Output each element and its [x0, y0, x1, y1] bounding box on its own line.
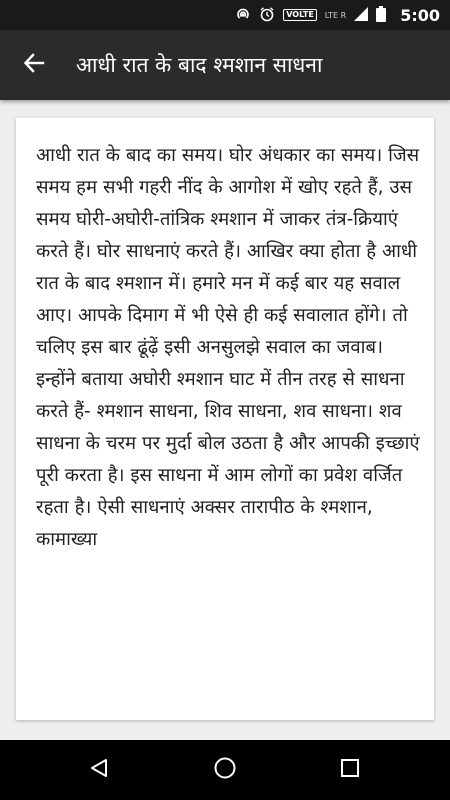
home-circle-icon: [213, 756, 237, 784]
lte-label: LTE R: [324, 10, 347, 20]
recents-square-icon: [340, 758, 360, 782]
article-body: आधी रात के बाद का समय। घोर अंधकार का समय। जिस समय हम सभी गहरी नींद के आगोश में खोए रहते हैं, उस समय घोरी-अघोरी-तांत्रिक श्मशान में जाकर तंत्र-क्रियाएं करते हैं। घोर साधनाएं करते हैं। आखिर क्या होता है आधी रात के बाद श्मशान में। हमारे मन में कई बार यह सवाल आए। आपके दिमाग में भी ऐसे ही कई सवालात होंगे। तो चलिए इस बार ढूंढ़ें इसी अनसुलझे सवाल का जवाब।इन्होंने बताया अघोरी श्मशान घाट में तीन तरह से साधना करते हैं- श्मशान साधना, शिव साधना, शव साधना। शव साधना के चरम पर मुर्दा बोल उठता है और आपकी इच्छाएं पूरी करता है। इस साधना में आम लोगों का प्रवेश वर्जित रहता है। ऐसी साधनाएं अक्सर तारापीठ के श्मशान, कामाख्या: [36, 145, 420, 550]
navigation-bar: [0, 740, 450, 800]
hotspot-icon: [235, 6, 251, 25]
signal-icon: [354, 7, 368, 24]
article-card[interactable]: [16, 118, 434, 720]
battery-icon: [376, 6, 386, 25]
status-icons: [235, 0, 440, 30]
nav-back-button[interactable]: [69, 750, 129, 790]
page-title: आधी रात के बाद श्मशान साधना: [76, 53, 323, 77]
alarm-icon: [259, 6, 275, 25]
arrow-back-icon: [23, 52, 45, 78]
volte-badge: VOLTE: [283, 9, 317, 21]
back-button[interactable]: [14, 45, 54, 85]
nav-home-button[interactable]: [195, 750, 255, 790]
nav-recents-button[interactable]: [320, 750, 380, 790]
back-triangle-icon: [88, 757, 110, 783]
app-bar: [0, 30, 450, 100]
clock: 5:00: [400, 5, 440, 25]
status-bar: [0, 0, 450, 30]
